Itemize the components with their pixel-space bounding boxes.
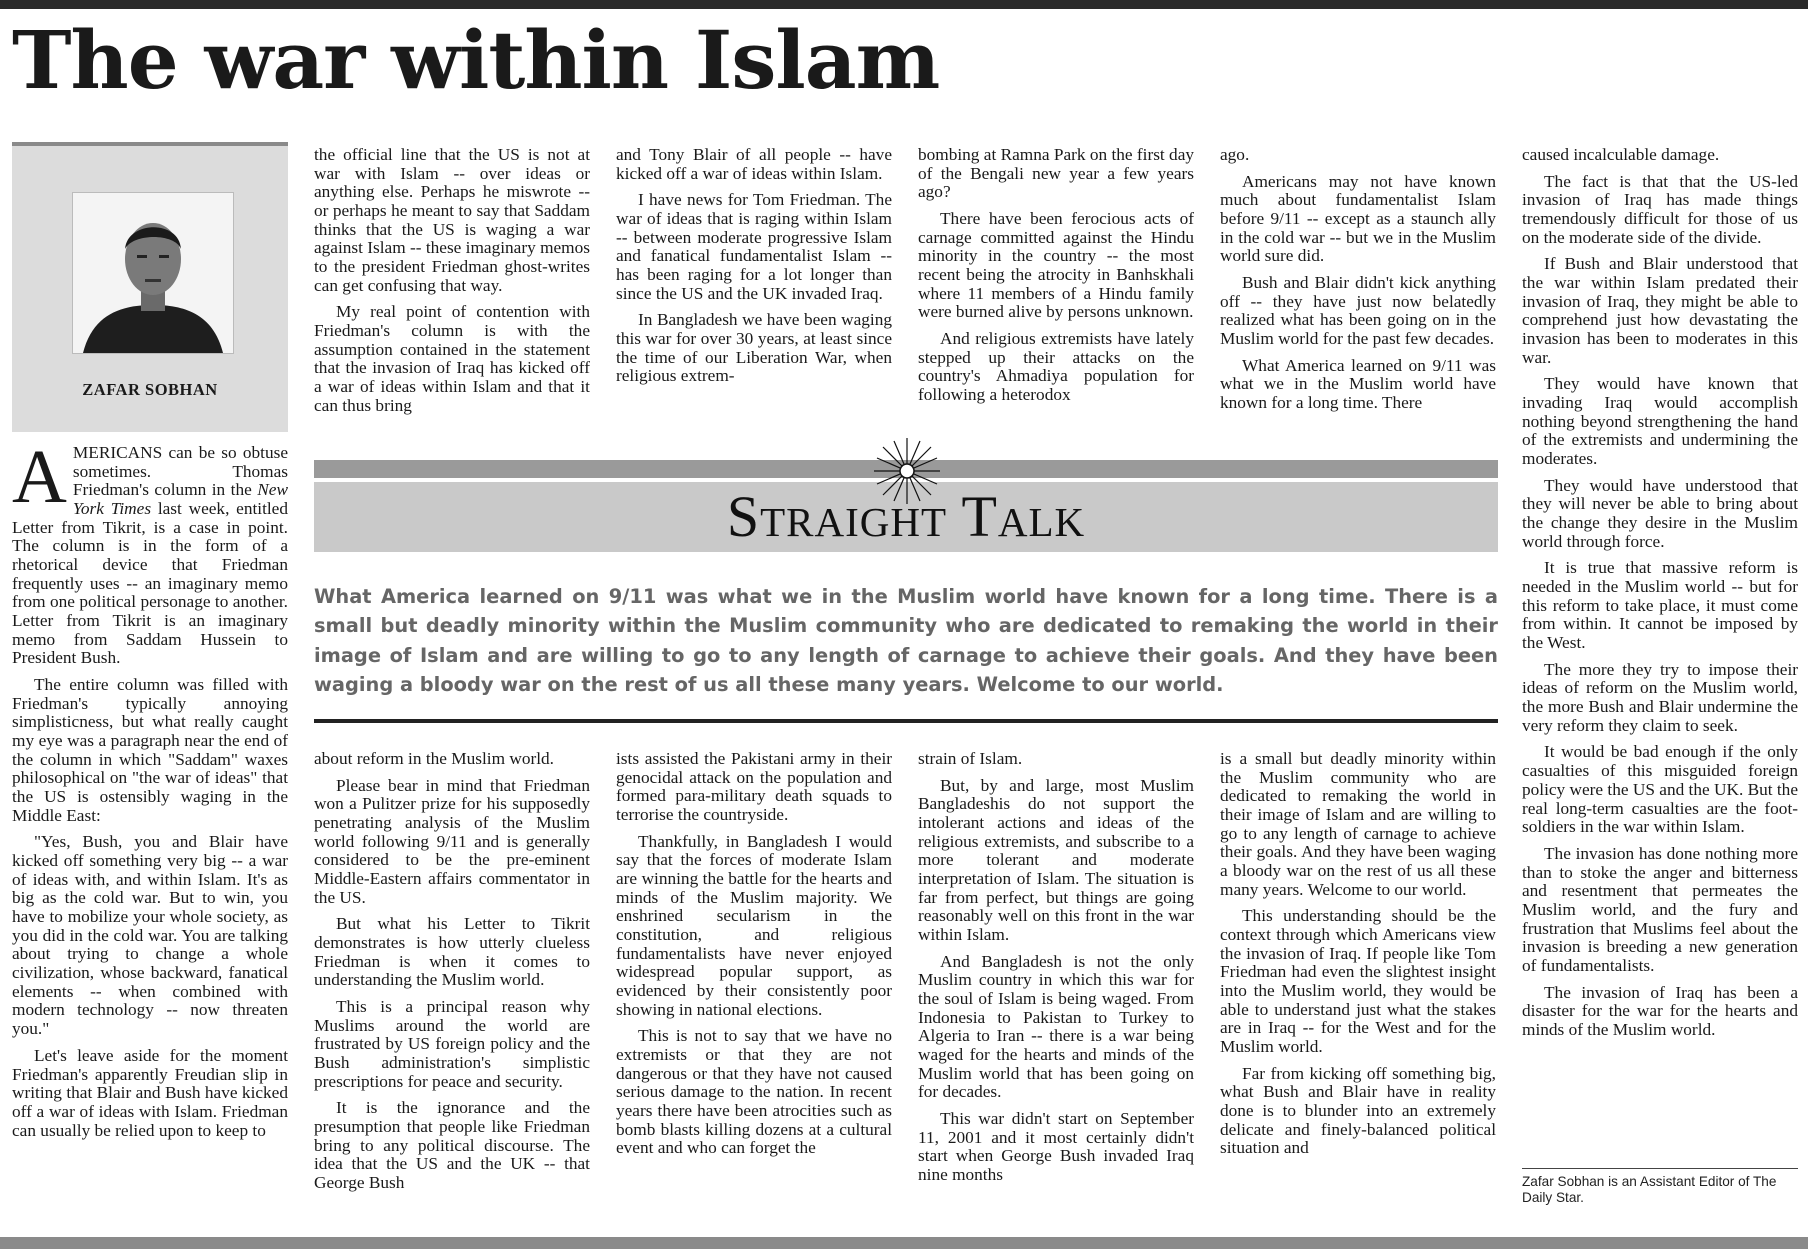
lead-paragraph (12, 444, 288, 668)
quote-paragraph: "Yes, Bush, you and Blair have kicked off something very big -- a war of ideas with, and within Islam. It's as big as the cold war. But to win, you have to mobilize your whole society, as you did in the cold war. You are talking about trying to change a whole civilization, whose backward, fanatical elements -- when combined with modern technology -- now threaten you." (12, 832, 288, 1039)
paragraph: But, by and large, most Muslim Bangladeshis do not support the intolerant actions and ideas of the religious extremists, and subscribe to a more tolerant and moderate interpretation of Islam. The situation is far from perfect, but things are going reasonably well on this front in the war within Islam. (918, 775, 1194, 945)
pull-quote: What America learned on 9/11 was what we in the Muslim world have known for a long time. There is a small but deadly minority within the Muslim community who are dedicated to remaking the world in their image of Islam and are willing to go to any length of carnage to achieve their goals. And they have been waging a bloody war on the rest of us all these many years. Welcome to our world. (314, 585, 1498, 697)
paragraph: The entire column was filled with Friedman's typically annoying simplisticness, but what really caught my eye was a paragraph near the end of the column in which "Saddam" waxes philosophical on "the war of ideas" that the US is ostensibly waging in the Middle East: (12, 675, 288, 825)
lead-text-b: last week, entitled Letter from Tikrit, is a case in point. The column is in the form of a rhetorical device that Friedman frequently uses -- an imaginary memo from one political personage to another. Letter from Tikrit is an imaginary memo from Saddam Hussein to President Bush. (12, 499, 288, 668)
paragraph: And religious extremists have lately stepped up their attacks on the country's Ahmadiya population for following a heterodox (918, 329, 1194, 405)
column-1 (12, 444, 288, 1234)
paragraph: In Bangladesh we have been waging this war for over 30 years, at least since the time of our Liberation War, when religious extrem- (616, 310, 892, 386)
column-5-top (1220, 146, 1496, 436)
author-byline: ZAFAR SOBHAN (82, 380, 218, 399)
column-6 (1522, 146, 1798, 1162)
paragraph: This is not to say that we have no extremists or that they are not dangerous or that they have not caused serious damage to the nation. In recent years there have been atrocities such as bomb blasts killing dozens at a cultural event and who can forget the (616, 1026, 892, 1158)
lead-text-a: MERICANS can be so obtuse sometimes. Thomas Friedman's column in the (72, 444, 288, 500)
paragraph: bombing at Ramna Park on the first day of the Bengali new year a few years ago? (918, 146, 1194, 202)
paragraph: Far from kicking off something big, what Bush and Blair have in reality done is to blunder into an extremely delicate and finely-balanced political situation and (1220, 1063, 1496, 1158)
bottom-rule (0, 1237, 1808, 1249)
author-endnote: Zafar Sobhan is an Assistant Editor of The Daily Star. (1522, 1174, 1777, 1205)
paragraph: They would have understood that they will never be able to bring about the change they desire in the Muslim world through force. (1522, 475, 1798, 551)
paragraph: about reform in the Muslim world. (314, 750, 554, 768)
paragraph: Bush and Blair didn't kick anything off -- they have just now belatedly realized what has been going on in the Muslim world for the past few decades. (1220, 273, 1496, 349)
column-2-top (314, 146, 590, 436)
paragraph: It is the ignorance and the presumption that people like Friedman bring to any political discourse. The idea that the US and the UK -- that George Bush (314, 1098, 590, 1193)
paragraph: If Bush and Blair understood that the war within Islam predated their invasion of Iraq, they might be able to comprehend just how devastating the invasion has been to moderates in this war. (1522, 254, 1798, 367)
paragraph: is a small but deadly minority within the Muslim community who are dedicated to remaking the world in their image of Islam and are willing to go to any length of carnage to achieve their goals. And they have been waging a bloody war on the rest of us all these many years. Welcome to our world. (1220, 750, 1496, 899)
paragraph: The invasion of Iraq has been a disaster for the war for the hearts and minds of the Muslim world. (1522, 982, 1798, 1039)
paragraph: It is true that massive reform is needed in the Muslim world -- but for this reform to take place, it must come from within. It cannot be imposed by the West. (1522, 558, 1798, 653)
banner-bottom-rule (314, 719, 1498, 723)
paragraph: The invasion has done nothing more than to stoke the anger and bitterness and resentment that permeates the Muslim world, and the fury and frustration that Muslims feel about the invasion is breeding a new generation of fundamentalists. (1522, 843, 1798, 975)
column-3-bottom (616, 750, 892, 1232)
paragraph: Please bear in mind that Friedman won a Pulitzer prize for his supposedly penetrating analysis of the Muslim world following 9/11 and is generally considered to be the pre-eminent Middle-Eastern affairs commentator in the US. (314, 775, 590, 907)
column-title: Straight Talk (726, 484, 1086, 549)
paragraph: My real point of contention with Friedman's column is with the assumption contained in the statement that the invasion of Iraq has kicked off a war of ideas within Islam and that it can thus bring (314, 302, 590, 415)
paragraph: and Tony Blair of all people -- have kicked off a war of ideas within Islam. (616, 146, 892, 183)
headline: The war within Islam (12, 13, 940, 107)
paragraph: There have been ferocious acts of carnage committed against the Hindu minority in the country -- the most recent being the atrocity in Banhskhali where 11 members of a Hindu family were burned alive by persons unknown. (918, 209, 1194, 322)
paragraph: ists assisted the Pakistani army in their genocidal attack on the population and formed para-military death squads to terrorise the countryside. (616, 750, 892, 825)
paragraph: This war didn't start on September 11, 2001 and it most certainly didn't start when George Bush invaded Iraq nine months (918, 1109, 1194, 1185)
column-5-bottom (1220, 750, 1496, 1232)
paragraph: The more they try to impose their ideas of reform on the Muslim world, the more Bush and Blair undermine the very reform they claim to seek. (1522, 659, 1798, 735)
paragraph: The fact is that that the US-led invasion of Iraq has made things tremendously difficult for those of us on the moderate side of the divide. (1522, 171, 1798, 247)
paragraph: And Bangladesh is not the only Muslim country in which this war for the soul of Islam is being waged. From Indonesia to Pakistan to Turkey to Algeria to Iran -- there is a war being waged for the hearts and minds of the Muslim world that has been going on for decades. (918, 951, 1194, 1102)
paragraph: This is a principal reason why Muslims around the world are frustrated by US foreign policy and the Bush administration's simplistic prescriptions for peace and security. (314, 997, 590, 1091)
column-3-top (616, 146, 892, 436)
author-photo (72, 192, 234, 354)
paragraph: strain of Islam. (918, 750, 1023, 768)
paragraph: ago. (1220, 146, 1250, 164)
paragraph: Americans may not have known much about fundamentalist Islam before 9/11 -- except as a staunch ally in the cold war -- but we in the Muslim world sure did. (1220, 171, 1496, 266)
column-2-bottom (314, 750, 590, 1232)
paragraph: What America learned on 9/11 was what we in the Muslim world have known for a long time. There (1220, 355, 1496, 413)
paragraph: Thankfully, in Bangladesh I would say that the forces of moderate Islam are winning the battle for the hearts and minds of the Muslim majority. We enshrined secularism in the constitution, and religious fundamentalists have never enjoyed widespread popular support, as evidenced by their consistently poor showing in national elections. (616, 831, 892, 1019)
paragraph: I have news for Tom Friedman. The war of ideas that is raging within Islam -- between moderate progressive Islam and fanatical fundamentalist Islam -- has been raging for a lot longer than since the US and the UK invaded Iraq. (616, 190, 892, 303)
paragraph: caused incalculable damage. (1522, 146, 1720, 164)
paragraph: This understanding should be the context through which Americans view the invasion of Iraq. If people like Tom Friedman had even the slightest insight into the Muslim world, they would be able to understand just what the stakes are in Iraq -- for the West and for the Muslim world. (1220, 906, 1496, 1057)
paragraph: It would be bad enough if the only casualties of this misguided foreign policy were the US and the UK. But the real long-term casualties are the foot-soldiers in the war within Islam. (1522, 742, 1798, 837)
column-4-bottom (918, 750, 1194, 1232)
paragraph: the official line that the US is not at war with Islam -- over ideas or anything else. Perhaps he miswrote -- or perhaps he meant to say that Saddam thinks that the US is waging a war against Islam -- these imaginary memos to the president Friedman ghost-writes can get confusing that way. (314, 146, 590, 295)
paragraph: But what his Letter to Tikrit demonstrates is how utterly clueless Friedman is when it comes to understanding the Muslim world. (314, 914, 590, 990)
author-box-rule (12, 142, 288, 146)
endnote-rule (1522, 1168, 1798, 1169)
top-rule (0, 0, 1808, 9)
paragraph: Let's leave aside for the moment Friedman's apparently Freudian slip in writing that Blair and Bush have kicked off a war of ideas with Islam. Friedman can usually be relied upon to keep to (12, 1045, 288, 1140)
drop-cap: A (12, 444, 67, 519)
column-4-top (918, 146, 1194, 436)
publication-name: New York Times (72, 480, 288, 519)
paragraph: They would have known that invading Iraq would accomplish nothing beyond strengthening the hand of the extremists and undermining the moderates. (1522, 374, 1798, 469)
author-box (12, 142, 288, 432)
